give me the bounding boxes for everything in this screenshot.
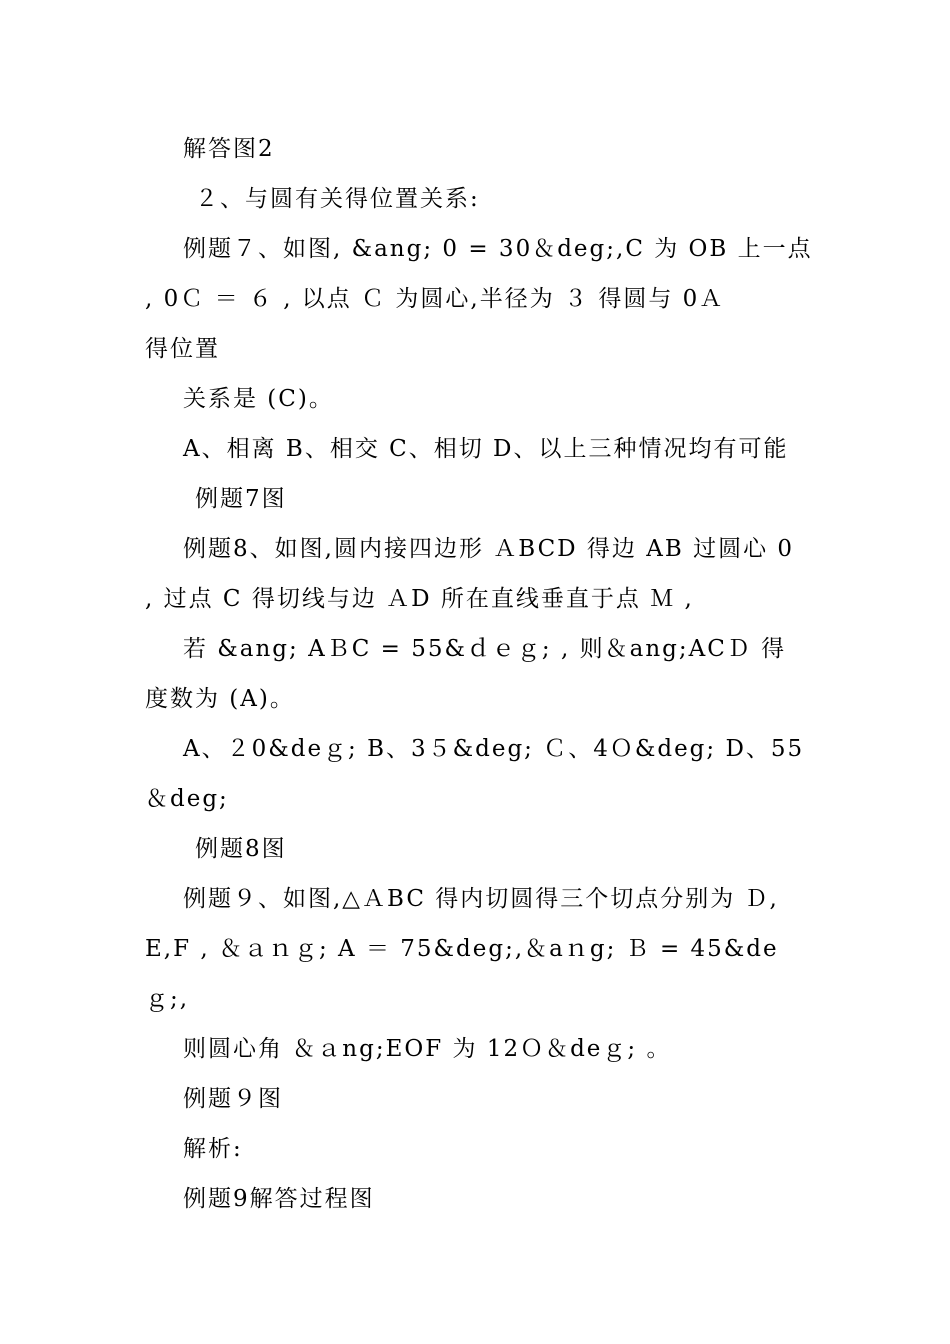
example-8-line-1: 例题8、如图,圆内接四边形 ＡBCD 得边 AB 过圆心 0: [183, 536, 795, 562]
example-8-options-cont: ＆deg;: [145, 786, 229, 812]
example-8-line-2: , 过点 C 得切线与边 ＡD 所在直线垂直于点 Ｍ ,: [145, 586, 694, 612]
example-8-options: A、２0&deｇ; B、3５&deg; Ｃ、4Ｏ&deg; D、55: [183, 736, 805, 762]
example-8-figure-caption: 例题8图: [195, 836, 287, 862]
example-7-line-2: , 0Ｃ ＝ ６ , 以点 Ｃ 为圆心,半径为 ３ 得圆与 0Ａ: [145, 286, 725, 312]
example-7-line-3: 得位置: [145, 336, 220, 362]
example-8-answer: 度数为 (A)。: [145, 686, 295, 712]
example-9-solution-caption: 例题9解答过程图: [183, 1186, 375, 1212]
analysis-label: 解析:: [183, 1136, 243, 1162]
text-line: 解答图2: [183, 136, 275, 162]
example-9-figure-caption: 例题９图: [183, 1086, 283, 1112]
example-9-line-1: 例题９、如图,△ＡBC 得内切圆得三个切点分别为 Ｄ,: [183, 886, 779, 912]
section-heading: ２、与圆有关得位置关系:: [195, 186, 480, 212]
example-9-line-3: ｇ;,: [145, 986, 190, 1012]
example-9-answer: 则圆心角 ＆ａng;EOF 为 12Ｏ＆deｇ; 。: [183, 1036, 672, 1062]
example-7-answer: 关系是 (C)。: [183, 386, 334, 412]
example-7-line-1: 例题７、如图, &ang; 0 = 30＆deg;,C 为 OB 上一点: [183, 236, 813, 262]
example-8-line-3: 若 &ang; AＢC = 55&ｄｅｇ; , 则＆ang;ACＤ 得: [183, 636, 787, 662]
example-7-figure-caption: 例题7图: [195, 486, 287, 512]
example-9-line-2: E,F , ＆ａｎｇ; A ＝ 75&deg;,＆aｎg; Ｂ = 45&de: [145, 936, 779, 962]
example-7-options: A、相离 B、相交 C、相切 D、以上三种情况均有可能: [183, 436, 789, 462]
